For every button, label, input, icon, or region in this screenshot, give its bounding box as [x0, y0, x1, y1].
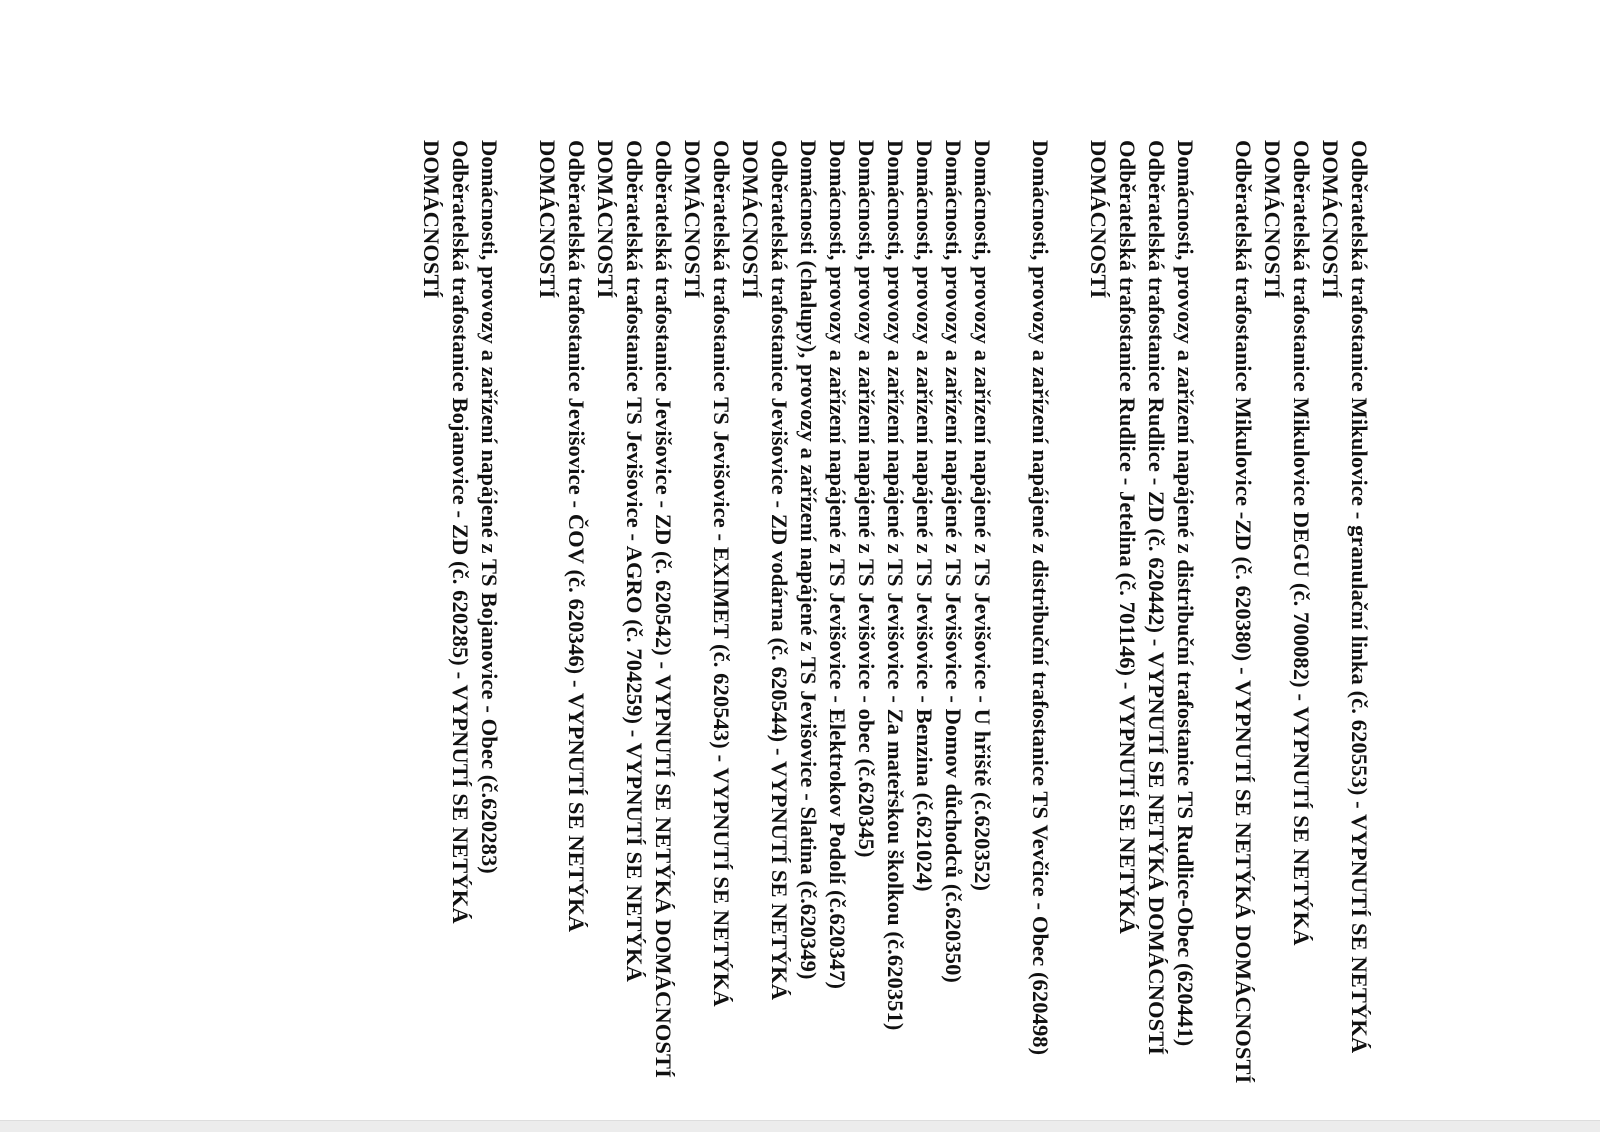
entry-jevisovice-elektrokov-podoli: Domácnosti, provozy a zařízení napájené z TS Jevišovice - Elektrokov Podolí (č.620347)	[825, 140, 850, 990]
entry-jevisovice-eximet: Odběratelská trafostanice TS Jevišovice - EXIMET (č. 620543) - VYPNUTÍ SE NETÝKÁ DOMÁCNOSTÍ	[680, 140, 734, 1007]
paragraph-gap	[504, 140, 533, 1085]
entry-bojanovice-obec: Domácnosti, provozy a zařízení napájené z TS Bojanovice - Obec (č.620283)	[477, 140, 502, 874]
group-bojanovice	[417, 140, 504, 1085]
group-rudlice	[1084, 140, 1200, 1085]
entry-jevisovice-zd-vodarna: Odběratelská trafostanice Jevišovice - ZD vodárna (č. 620544) - VYPNUTÍ SE NETÝKÁ DOMÁCNOSTÍ	[738, 140, 792, 1001]
group-mikulovice	[1229, 140, 1374, 1085]
entry-rudlice-zd: Odběratelská trafostanice Rudlice - ZD (č. 620442) - VYPNUTÍ SE NETÝKÁ DOMÁCNOSTÍ	[1144, 140, 1169, 1056]
paragraph-gap	[1200, 140, 1229, 1085]
paragraph-gap	[997, 140, 1026, 1085]
entry-bojanovice-zd: Odběratelská trafostanice Bojanovice - ZD (č. 620285) - VYPNUTÍ SE NETÝKÁ DOMÁCNOSTÍ	[419, 140, 473, 924]
outage-list	[417, 140, 1374, 1085]
entry-rudlice-obec: Domácnosti, provozy a zařízení napájené z distribuční trafostanice TS Rudlice-Obec (620441)	[1173, 140, 1198, 1047]
entry-jevisovice-benzina: Domácnosti, provozy a zařízení napájené z TS Jevišovice - Benzina (č.621024)	[912, 140, 937, 892]
entry-jevisovice-cov: Odběratelská trafostanice Jevišovice - ČOV (č. 620346) - VYPNUTÍ SE NETÝKÁ DOMÁCNOSTÍ	[535, 140, 589, 933]
entry-jevisovice-obec: Domácnosti, provozy a zařízení napájené z TS Jevišovice - obec (č.620345)	[854, 140, 879, 858]
entry-vevcice-obec: Domácnosti, provozy a zařízení napájené z distribuční trafostanice TS Vevčice - Obec (620498)	[1028, 140, 1053, 1056]
group-jevisovice	[533, 140, 997, 1085]
paragraph-gap	[1055, 140, 1084, 1085]
entry-jevisovice-agro: Odběratelská trafostanice TS Jevišovice - AGRO (č. 704259) - VYPNUTÍ SE NETÝKÁ DOMÁCNOSTÍ	[593, 140, 647, 982]
group-vevcice	[1026, 140, 1055, 1085]
entry-mikulovice-degu: Odběratelská trafostanice Mikulovice DEGU (č. 700082) - VYPNUTÍ SE NETÝKÁ DOMÁCNOSTÍ	[1260, 140, 1314, 946]
entry-jevisovice-domov-duchodcu: Domácnosti, provozy a zařízení napájené z TS Jevišovice - Domov důchodců (č.620350)	[941, 140, 966, 984]
entry-mikulovice-zd: Odběratelská trafostanice Mikulovice -ZD (č. 620380) - VYPNUTÍ SE NETÝKÁ DOMÁCNOSTÍ	[1231, 140, 1256, 1084]
entry-jevisovice-slatina: Domácnosti (chalupy), provozy a zařízení napájené z TS Jevišovice - Slatina (č.620349)	[796, 140, 821, 980]
entry-jevisovice-zd: Odběratelská trafostanice Jevišovice - ZD (č. 620542) - VYPNUTÍ SE NETÝKÁ DOMÁCNOSTÍ	[651, 140, 676, 1078]
entry-jevisovice-za-materskou-skolkou: Domácnosti, provozy a zařízení napájené z TS Jevišovice - Za mateřskou školkou (č.620351)	[883, 140, 908, 1031]
page-bottom-edge	[0, 1120, 1600, 1132]
entry-jevisovice-u-hriste: Domácnosti, provozy a zařízení napájené z TS Jevišovice - U hřiště (č.620352)	[970, 140, 995, 892]
entry-rudlice-jetelina: Odběratelská trafostanice Rudlice - Jetelina (č. 701146) - VYPNUTÍ SE NETÝKÁ DOMÁCNOSTÍ	[1086, 140, 1140, 935]
entry-mikulovice-granulacni-linka: Odběratelská trafostanice Mikulovice - granulační linka (č. 620553) - VYPNUTÍ SE NETÝKÁ DOMÁCNOSTÍ	[1318, 140, 1372, 1054]
